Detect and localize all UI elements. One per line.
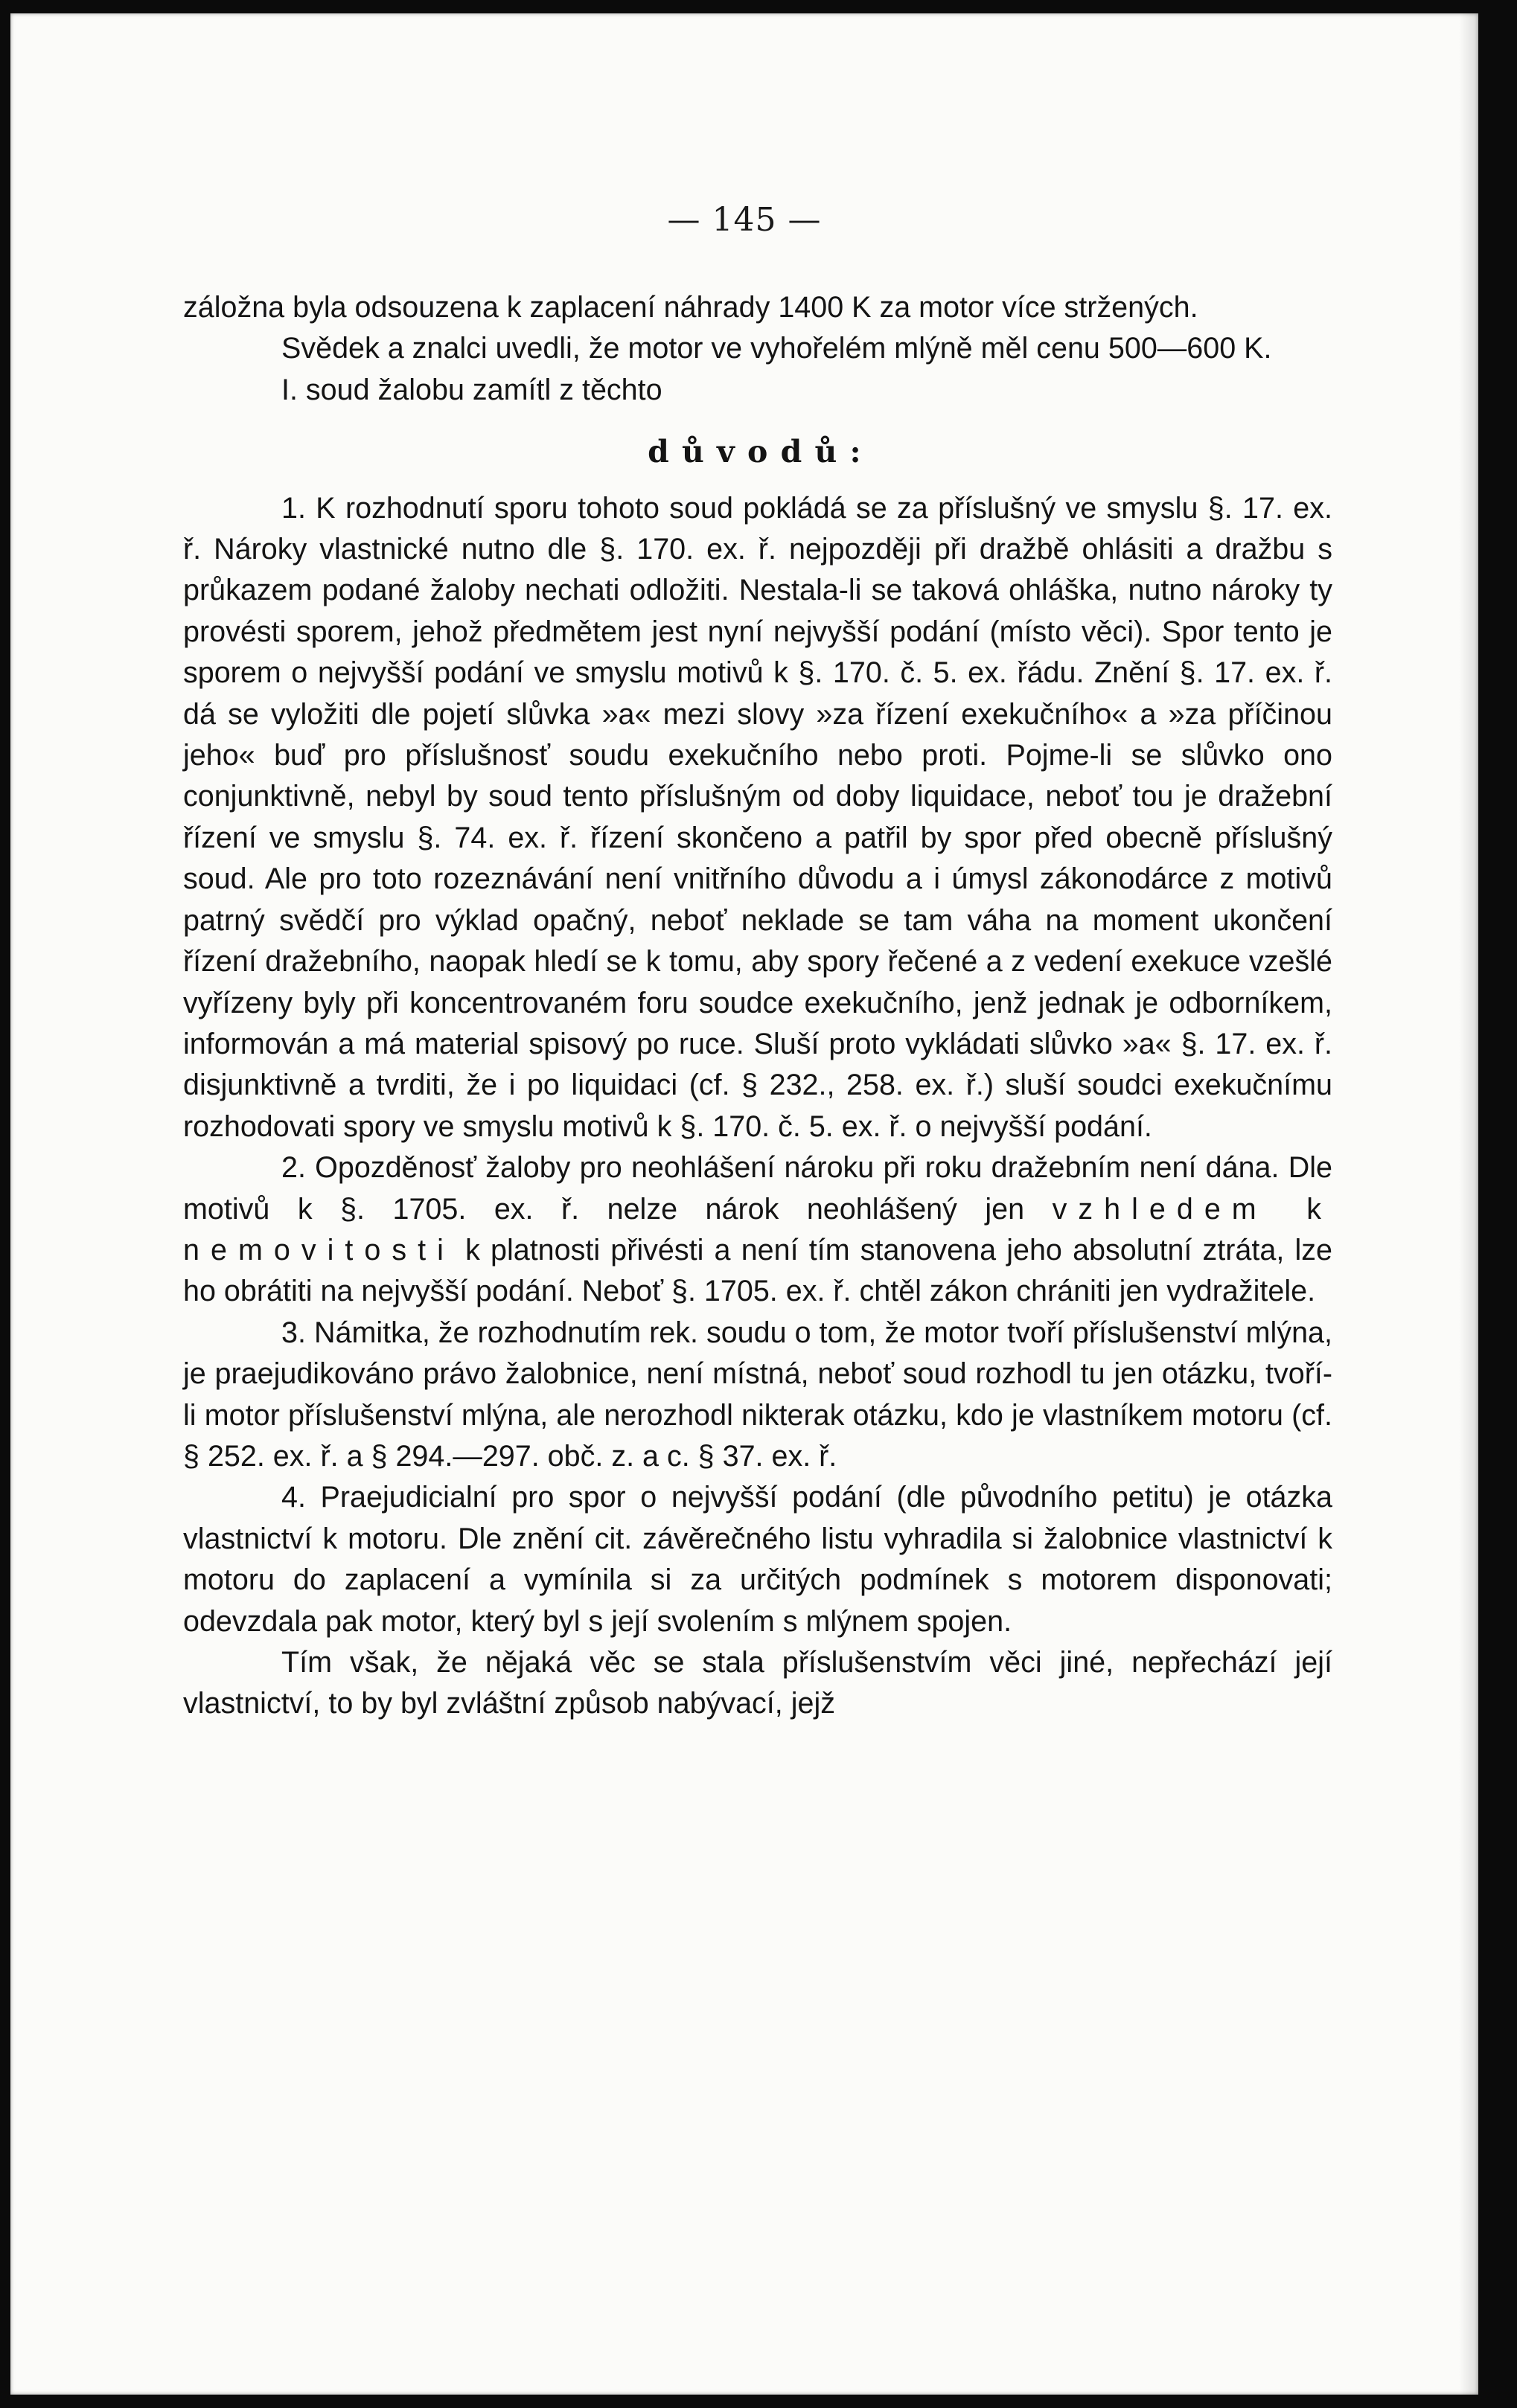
reason-2-start: 2. Opozděnosť žaloby pro neohlášení nároku při roku dražebním není dána. Dle motivů k §. 1705. ex. ř. nelze nárok neohlášený jen xyxy=(183,1151,1332,1226)
paragraph-reason-4: 4. Praejudicialní pro spor o nejvyšší podání (dle původního petitu) je otázka vlastnictví k motoru. Dle znění cit. závěrečného listu vyhradila si žalobnice vlastnictví k motoru do zaplacení a vymínila si za určitých podmínek s motorem disponovati; odevzdala pak motor, který byl s její svolením s mlýnem spojen. xyxy=(183,1481,1332,1638)
paragraph-reason-3: 3. Námitka, že rozhodnutím rek. soudu o tom, že motor tvoří příslušenství mlýna, je praejudikováno právo žalobnice, není místná, neboť soud rozhodl tu jen otázku, tvoří-li motor příslušenství mlýna, ale nerozhodl nikterak otázku, kdo je vlastníkem motoru (cf. § 252. ex. ř. a § 294.—297. obč. z. a c. § 37. ex. ř. xyxy=(183,1316,1332,1473)
reason-2-end: k platnosti přivésti a není tím stanovena jeho absolutní ztráta, lze ho obrátiti na nejvyšší podání. Neboť §. 1705. ex. ř. chtěl zákon chrániti jen vydražitele. xyxy=(183,1233,1332,1308)
paragraph-reason-2 xyxy=(183,1147,1332,1313)
paragraph-1: záložna byla odsouzena k zaplacení náhrady 1400 K za motor více stržených. xyxy=(183,291,1198,324)
paragraph-final: Tím však, že nějaká věc se stala příslušenstvím věci jiné, nepřechází její vlastnictví, to by byl zvláštní způsob nabývací, jejž xyxy=(183,1646,1332,1720)
paragraph-3: I. soud žalobu zamítl z těchto xyxy=(281,373,662,406)
spaced-emphasis: vzhledem k nemovitosti xyxy=(183,1192,1332,1267)
page-edge-shadow xyxy=(1459,13,1478,2395)
book-page xyxy=(10,13,1478,2395)
body-text xyxy=(183,287,1332,1725)
section-heading: důvodů: xyxy=(648,434,874,470)
paragraph-2: Svědek a znalci uvedli, že motor ve vyhořelém mlýně měl cenu 500—600 K. xyxy=(281,332,1272,365)
paragraph-reason-1: 1. K rozhodnutí sporu tohoto soud pokládá se za příslušný ve smyslu §. 17. ex. ř. Nároky vlastnické nutno dle §. 170. ex. ř. nejpozději při dražbě ohlásiti a dražbu s průkazem podané žaloby nechati odložiti. Nestala-li se taková ohláška, nutno nároky ty provésti sporem, jehož předmětem jest nyní nejvyšší podání (místo věci). Spor tento je sporem o nejvyšší podání ve smyslu motivů k §. 170. č. 5. ex. řádu. Znění §. 17. ex. ř. dá se vyložiti dle pojetí slůvka »a« mezi slovy »za řízení exekučního« a »za příčinou jeho« buď pro příslušnosť soudu exekučního nebo proti. Pojme-li se slůvko ono conjunktivně, nebyl by soud tento příslušným od doby liquidace, neboť tou je dražební řízení ve smyslu §. 74. ex. ř. řízení skončeno a patřil by spor před obecně příslušný soud. Ale pro toto rozeznávání není vnitřního důvodu a i úmysl zákonodárce z motivů patrný svědčí pro výklad opačný, neboť neklade se tam váha na moment ukončení řízení dražebního, naopak hledí se k tomu, aby spory řečené a z vedení exekuce vzešlé vyřízeny byly při koncentrovaném foru soudce exekučního, jenž jednak je odborníkem, informován a má material spisový po ruce. Sluší proto vykládati slůvko »a« §. 17. ex. ř. disjunktivně a tvrditi, že i po liquidaci (cf. § 232., 258. ex. ř.) sluší soudci exekučnímu rozhodovati spory ve smyslu motivů k §. 170. č. 5. ex. ř. o nejvyšší podání. xyxy=(183,491,1332,1143)
page-number: — 145 — xyxy=(667,201,822,239)
